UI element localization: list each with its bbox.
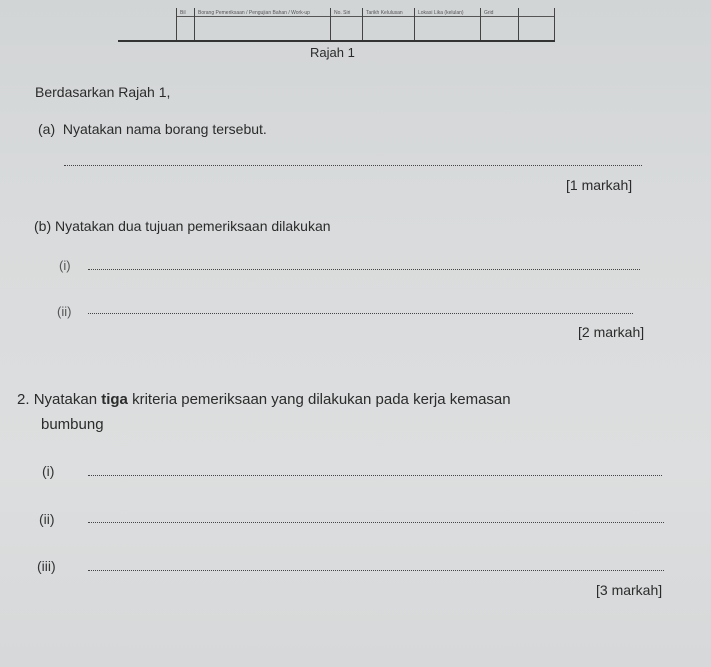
question-b	[34, 218, 331, 234]
question-2-line2: bumbung	[41, 416, 104, 433]
table-header-cell: Grid	[484, 10, 494, 16]
question-2-text-pre: Nyatakan	[33, 391, 102, 408]
mark-2: [3 markah]	[596, 582, 663, 598]
item-label: (ii)	[39, 511, 55, 527]
item-label: (i)	[42, 463, 55, 479]
form-figure-fragment	[118, 0, 555, 42]
question-2-text-post: kriteria pemeriksaan yang dilakukan pada kerja kemasan	[127, 391, 511, 408]
question-a-text: Nyatakan nama borang tersebut.	[62, 121, 267, 137]
question-b-text-post: tujuan pemeriksaan dilakukan	[141, 218, 331, 234]
question-a	[38, 121, 267, 137]
question-b-text-pre: Nyatakan	[55, 218, 119, 234]
item-label: (iii)	[37, 558, 56, 574]
table-header-cell: Tarikh Kelulusan	[366, 10, 403, 16]
answer-line-2-i	[88, 475, 662, 476]
item-label: (ii)	[57, 304, 72, 319]
table-header-cell: Borang Pemeriksaan / Pengujian Bahan / Work-up	[198, 10, 310, 16]
table-header-cell: Bil	[180, 10, 186, 16]
question-2-number: 2.	[17, 391, 30, 408]
answer-line-b-i	[88, 269, 640, 270]
table-header-cell: Lokasi Lika (kelulan)	[418, 10, 464, 16]
mark-a: [1 markah]	[566, 177, 633, 193]
answer-line-2-iii	[88, 570, 664, 571]
table-header-cell: No. Siri	[334, 10, 351, 16]
section-intro: Berdasarkan Rajah 1,	[35, 84, 171, 100]
figure-caption: Rajah 1	[310, 45, 355, 60]
item-label: (i)	[59, 258, 71, 273]
question-b-label: (b)	[34, 218, 52, 234]
answer-line-2-ii	[88, 522, 664, 523]
question-a-label: (a)	[38, 121, 56, 137]
question-b-text-bold: dua	[118, 218, 142, 234]
answer-line-b-ii	[88, 313, 633, 314]
question-2	[17, 391, 511, 408]
question-2-text-bold: tiga	[101, 391, 128, 408]
answer-line-a	[64, 165, 642, 166]
mark-b: [2 markah]	[578, 324, 645, 340]
